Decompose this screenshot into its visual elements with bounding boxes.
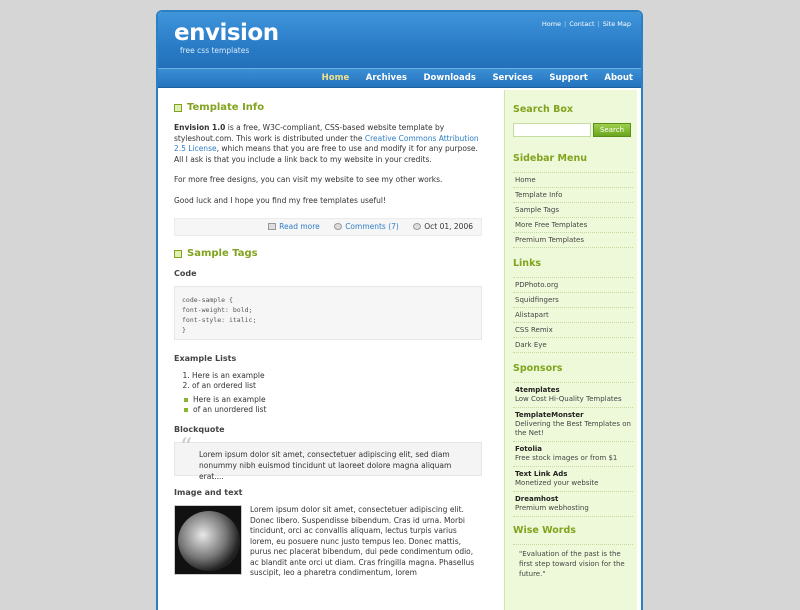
sidebar-item-sample-tags[interactable]: Sample Tags: [513, 203, 633, 218]
sponsor-item[interactable]: [513, 467, 633, 492]
list-item: of an unordered list: [184, 405, 482, 415]
post-title-template-info: [174, 102, 482, 113]
toplink-home[interactable]: Home: [541, 20, 562, 28]
sponsor-name[interactable]: 4templates: [515, 386, 560, 394]
sponsor-name[interactable]: Fotolia: [515, 445, 542, 453]
sidebar-item-template-info[interactable]: Template Info: [513, 188, 633, 203]
search-title: Search Box: [513, 104, 573, 115]
menu-support[interactable]: Support: [549, 73, 588, 83]
image-and-text: [174, 505, 482, 579]
search-button[interactable]: Search: [593, 123, 631, 137]
search-input[interactable]: [513, 123, 591, 137]
main-menu: [158, 68, 641, 88]
image-heading: Image and text: [174, 488, 243, 497]
lists-heading: Example Lists: [174, 354, 237, 363]
links-title: Links: [513, 258, 542, 269]
list-item: 2. of an ordered list: [192, 381, 482, 391]
sidebar-item-home[interactable]: Home: [513, 172, 633, 188]
code-line: font-weight: bold;: [182, 306, 253, 314]
paragraph: For more free designs, you can visit my website to see my other works.: [174, 175, 443, 184]
toplink-sitemap[interactable]: Site Map: [602, 20, 631, 28]
header: [158, 12, 641, 68]
sponsor-desc: Free stock images or from $1: [515, 454, 618, 462]
sponsor-item[interactable]: [513, 382, 633, 408]
image-paragraph: Lorem ipsum dolor sit amet, consectetuer adipiscing elit. Donec libero. Suspendisse bibendum. Cras id urna. Morbi tincidunt, orci ac convallis aliquam, lectus turpis varius lorem, eu posuere nunc justo tempus leo. Donec mattis, purus nec placerat bibendum, dui pede condimentum odio, ac blandit ante orci ut diam. Cras fringilla magna. Phasellus suscipit, leo a pharetra condimentum, lorem: [250, 505, 475, 577]
blockquote: [174, 433, 482, 481]
code-line: font-style: italic;: [182, 316, 257, 324]
code-heading: Code: [174, 269, 197, 278]
site-slogan: free css templates: [180, 46, 250, 55]
code-line: }: [182, 326, 186, 334]
sponsor-item[interactable]: [513, 442, 633, 467]
read-more-link[interactable]: Read more: [279, 222, 320, 231]
menu-downloads[interactable]: Downloads: [423, 73, 476, 83]
link-alistapart[interactable]: Alistapart: [513, 308, 633, 323]
intro-paragraph: [174, 123, 482, 165]
paragraph: Good luck and I hope you find my free templates useful!: [174, 195, 387, 205]
license-link[interactable]: Creative Commons Attribution 2.5 License: [174, 133, 479, 153]
toplink-contact[interactable]: Contact: [569, 20, 595, 28]
unordered-list: [184, 395, 482, 415]
sponsor-name[interactable]: Dreamhost: [515, 495, 559, 503]
globe-icon: [178, 511, 240, 571]
list-item: Here is an example: [184, 395, 482, 405]
sponsor-item[interactable]: [513, 492, 633, 517]
clock-icon: [413, 223, 421, 230]
text-span: is a free, W3C-compliant, CSS-based website template by styleshout.com. This work is distributed under the: [174, 123, 445, 143]
wise-words-text: "Evaluation of the past is the first step toward vision for the future.": [513, 544, 633, 583]
sponsor-desc: Delivering the Best Templates on the Net!: [515, 420, 631, 437]
separator: |: [564, 20, 567, 28]
code-line: code-sample {: [182, 296, 233, 304]
strong-text: Envision 1.0: [174, 123, 226, 132]
search-form: [513, 123, 633, 139]
title-bullet-icon: [174, 250, 182, 258]
site-logo[interactable]: envision: [174, 20, 279, 46]
post-date: Oct 01, 2006: [424, 222, 473, 231]
list-item: 1. Here is an example: [192, 371, 482, 381]
sponsor-desc: Premium webhosting: [515, 504, 589, 512]
menu-archives[interactable]: Archives: [365, 73, 407, 83]
post-title-text: Sample Tags: [187, 248, 258, 259]
sponsor-item[interactable]: [513, 408, 633, 442]
quote-text: Lorem ipsum dolor sit amet, consectetuer adipiscing elit, sed diam nonummy nibh euismod tincidunt ut laoreet dolore magna aliquam erat....: [199, 450, 452, 481]
link-dark-eye[interactable]: Dark Eye: [513, 338, 633, 353]
post-meta: [174, 218, 482, 236]
link-squidfingers[interactable]: Squidfingers: [513, 293, 633, 308]
separator: |: [597, 20, 600, 28]
sponsors-list: [513, 382, 633, 517]
post-title-text: Template Info: [187, 102, 265, 113]
sponsor-desc: Low Cost Hi-Quality Templates: [515, 395, 622, 403]
menu-home[interactable]: Home: [321, 73, 350, 83]
ordered-list: [192, 371, 482, 391]
sidebar-item-premium-templates[interactable]: Premium Templates: [513, 233, 633, 248]
code-block: [174, 286, 482, 340]
sponsor-name[interactable]: Text Link Ads: [515, 470, 568, 478]
sponsor-name[interactable]: TemplateMonster: [515, 411, 584, 419]
wise-words-title: Wise Words: [513, 525, 576, 536]
post-title-sample-tags: [174, 248, 482, 259]
menu-about[interactable]: About: [604, 73, 633, 83]
comment-icon: [334, 223, 342, 230]
sponsors-title: Sponsors: [513, 363, 563, 374]
text-span: , which means that you are free to use and modify it for any purpose. All I ask is that you include a link back to my website in your credits.: [174, 144, 478, 164]
main-content: [160, 90, 494, 589]
link-pdphoto[interactable]: PDPhoto.org: [513, 277, 633, 293]
sidebar: [504, 90, 637, 610]
sidebar-item-more-templates[interactable]: More Free Templates: [513, 218, 633, 233]
sidebar-menu: [513, 172, 633, 248]
links-list: [513, 277, 633, 353]
comments-link[interactable]: Comments (7): [345, 222, 399, 231]
top-links: [542, 20, 631, 28]
link-css-remix[interactable]: CSS Remix: [513, 323, 633, 338]
sidebar-menu-title: Sidebar Menu: [513, 153, 587, 164]
sponsor-desc: Monetized your website: [515, 479, 599, 487]
blockquote-heading: Blockquote: [174, 425, 225, 434]
document-icon: [268, 223, 276, 230]
page-wrapper: [156, 10, 643, 610]
sample-image: [174, 505, 242, 575]
quote-mark-icon: “: [180, 433, 193, 461]
menu-services[interactable]: Services: [492, 73, 533, 83]
title-bullet-icon: [174, 104, 182, 112]
